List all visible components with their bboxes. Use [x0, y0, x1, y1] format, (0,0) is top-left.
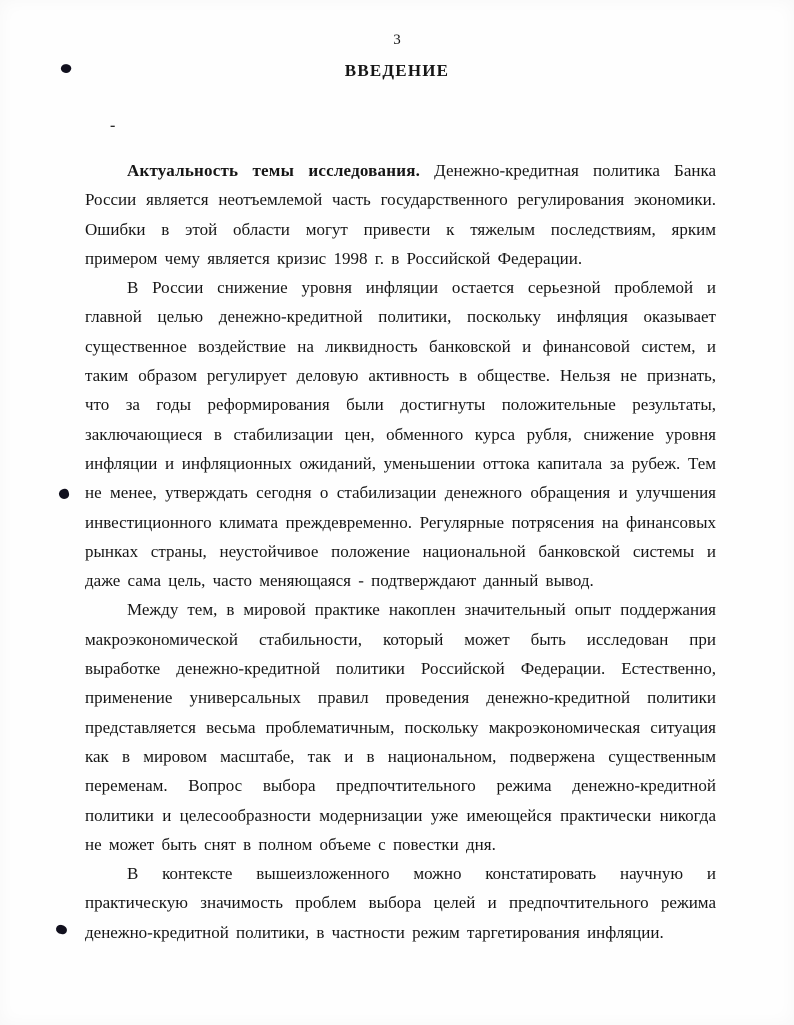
paragraph-2	[85, 273, 716, 595]
paragraph-3	[85, 595, 716, 859]
ink-speck-2	[58, 488, 70, 500]
paragraph-4-text: В контексте вышеизложенного можно констатировать научную и практическую значимость проблем выбора целей и предпочтительного режима денежно-кредитной политики, в частности режим таргетирования инфляции.	[85, 864, 716, 942]
paragraph-1-lead: Актуальность темы исследования.	[127, 161, 421, 180]
paragraph-3-text: Между тем, в мировой практике накоплен значительный опыт поддержания макроэкономической стабильности, который может быть исследован при выработке денежно-кредитной политики Российской Федерации. Естественно, применение универсальных правил проведения денежно-кредитной политики представляется весьма проблематичным, поскольку макроэкономическая ситуация как в мировом масштабе, так и в национальном, подвержена существенным переменам. Вопрос выбора предпочтительного режима денежно-кредитной политики и целесообразности модернизации уже имеющейся практически никогда не может быть снят в полном объеме с повестки дня.	[85, 600, 716, 854]
page-number: 3	[393, 32, 401, 48]
document-body	[85, 156, 716, 947]
ink-speck-3	[55, 924, 67, 935]
page-title: ВВЕДЕНИЕ	[344, 61, 450, 80]
paragraph-1-text: Денежно-кредитная политика Банка России является неотъемлемой часть государственного регулирования экономики. Ошибки в этой области могут привести к тяжелым последствиям, ярким примером чему является кризис 1998 г. в Российской Федерации.	[85, 161, 717, 268]
paragraph-1	[85, 156, 716, 273]
paragraph-2-text: В России снижение уровня инфляции остается серьезной проблемой и главной целью денежно-кредитной политики, поскольку инфляция оказывает существенное воздействие на ликвидность банковской и финансовой систем, и таким образом регулирует деловую активность в обществе. Нельзя не признать, что за годы реформирования были достигнуты положительные результаты, заключающиеся в стабилизации цен, обменного курса рубля, снижение уровня инфляции и инфляционных ожиданий, уменьшении оттока капитала за рубеж. Тем не менее, утверждать сегодня о стабилизации денежного обращения и улучшения инвестиционного климата преждевременно. Регулярные потрясения на финансовых рынках страны, неустойчивое положение национальной банковской системы и даже сама цель, часто меняющаяся - подтверждают данный вывод.	[85, 278, 716, 591]
stray-mark: -	[110, 117, 116, 134]
paragraph-4	[85, 859, 716, 947]
